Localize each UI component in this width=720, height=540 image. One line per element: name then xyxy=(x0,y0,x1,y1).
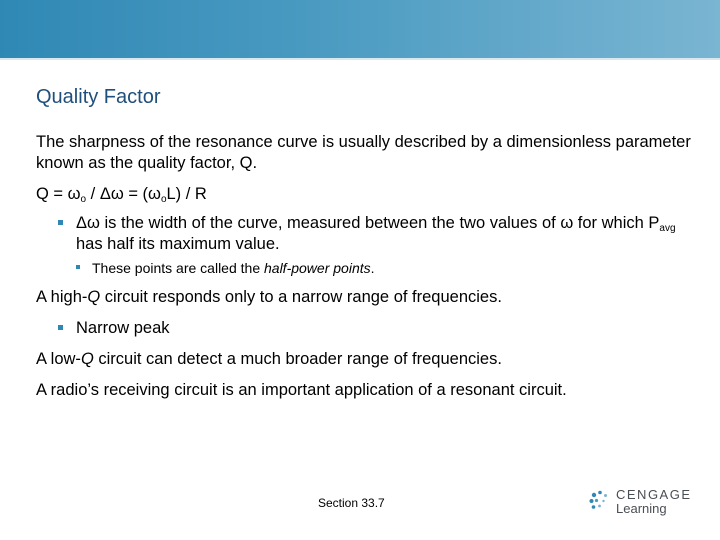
header-divider xyxy=(0,58,720,60)
bullet-text: These points are called the xyxy=(92,260,264,276)
logo-word-cengage: CENGAGE xyxy=(616,487,692,502)
para-italic: Q xyxy=(80,350,94,368)
slide-body xyxy=(36,132,696,411)
bullet-square-icon xyxy=(58,325,63,330)
bullet-square-icon xyxy=(58,220,63,225)
bullet-italic: half-power points xyxy=(264,260,371,276)
eq-part: L) / R xyxy=(166,185,207,203)
eq-subscript: o xyxy=(80,194,87,205)
eq-subscript: o xyxy=(160,194,167,205)
para-italic: Q xyxy=(87,288,101,306)
cengage-logo-icon xyxy=(585,486,615,516)
para-text: circuit can detect a much broader range of frequencies. xyxy=(93,350,502,368)
eq-part: / Δω = (ω xyxy=(86,185,161,203)
bullet-text: Δω is the width of the curve, measured between the two values of ω for which P xyxy=(76,214,660,232)
high-q-paragraph xyxy=(36,287,696,308)
para-text: A high- xyxy=(36,288,88,306)
quality-factor-equation xyxy=(36,184,696,205)
header-band xyxy=(0,0,720,58)
logo-word-learning: Learning xyxy=(616,501,667,516)
eq-part: Q = ω xyxy=(36,185,81,203)
radio-paragraph: A radio’s receiving circuit is an important application of a resonant circuit. xyxy=(36,381,567,399)
cengage-logo xyxy=(585,486,695,518)
slide-title: Quality Factor xyxy=(36,86,161,108)
low-q-paragraph xyxy=(36,349,696,370)
bullet-narrow-peak xyxy=(58,318,696,339)
bullet-bandwidth xyxy=(58,213,696,255)
bullet-square-icon xyxy=(76,265,80,269)
bullet-subscript: avg xyxy=(659,223,676,234)
intro-paragraph: The sharpness of the resonance curve is usually described by a dimensionless parameter known as the quality factor, Q. xyxy=(36,133,691,172)
bullet-text: . xyxy=(370,260,375,276)
para-text: circuit responds only to a narrow range of frequencies. xyxy=(100,288,502,306)
bullet-text: Narrow peak xyxy=(76,319,170,337)
bullet-text: has half its maximum value. xyxy=(76,235,280,253)
para-text: A low- xyxy=(36,350,81,368)
subbullet-half-power xyxy=(76,259,696,277)
section-label: Section 33.7 xyxy=(318,496,385,510)
